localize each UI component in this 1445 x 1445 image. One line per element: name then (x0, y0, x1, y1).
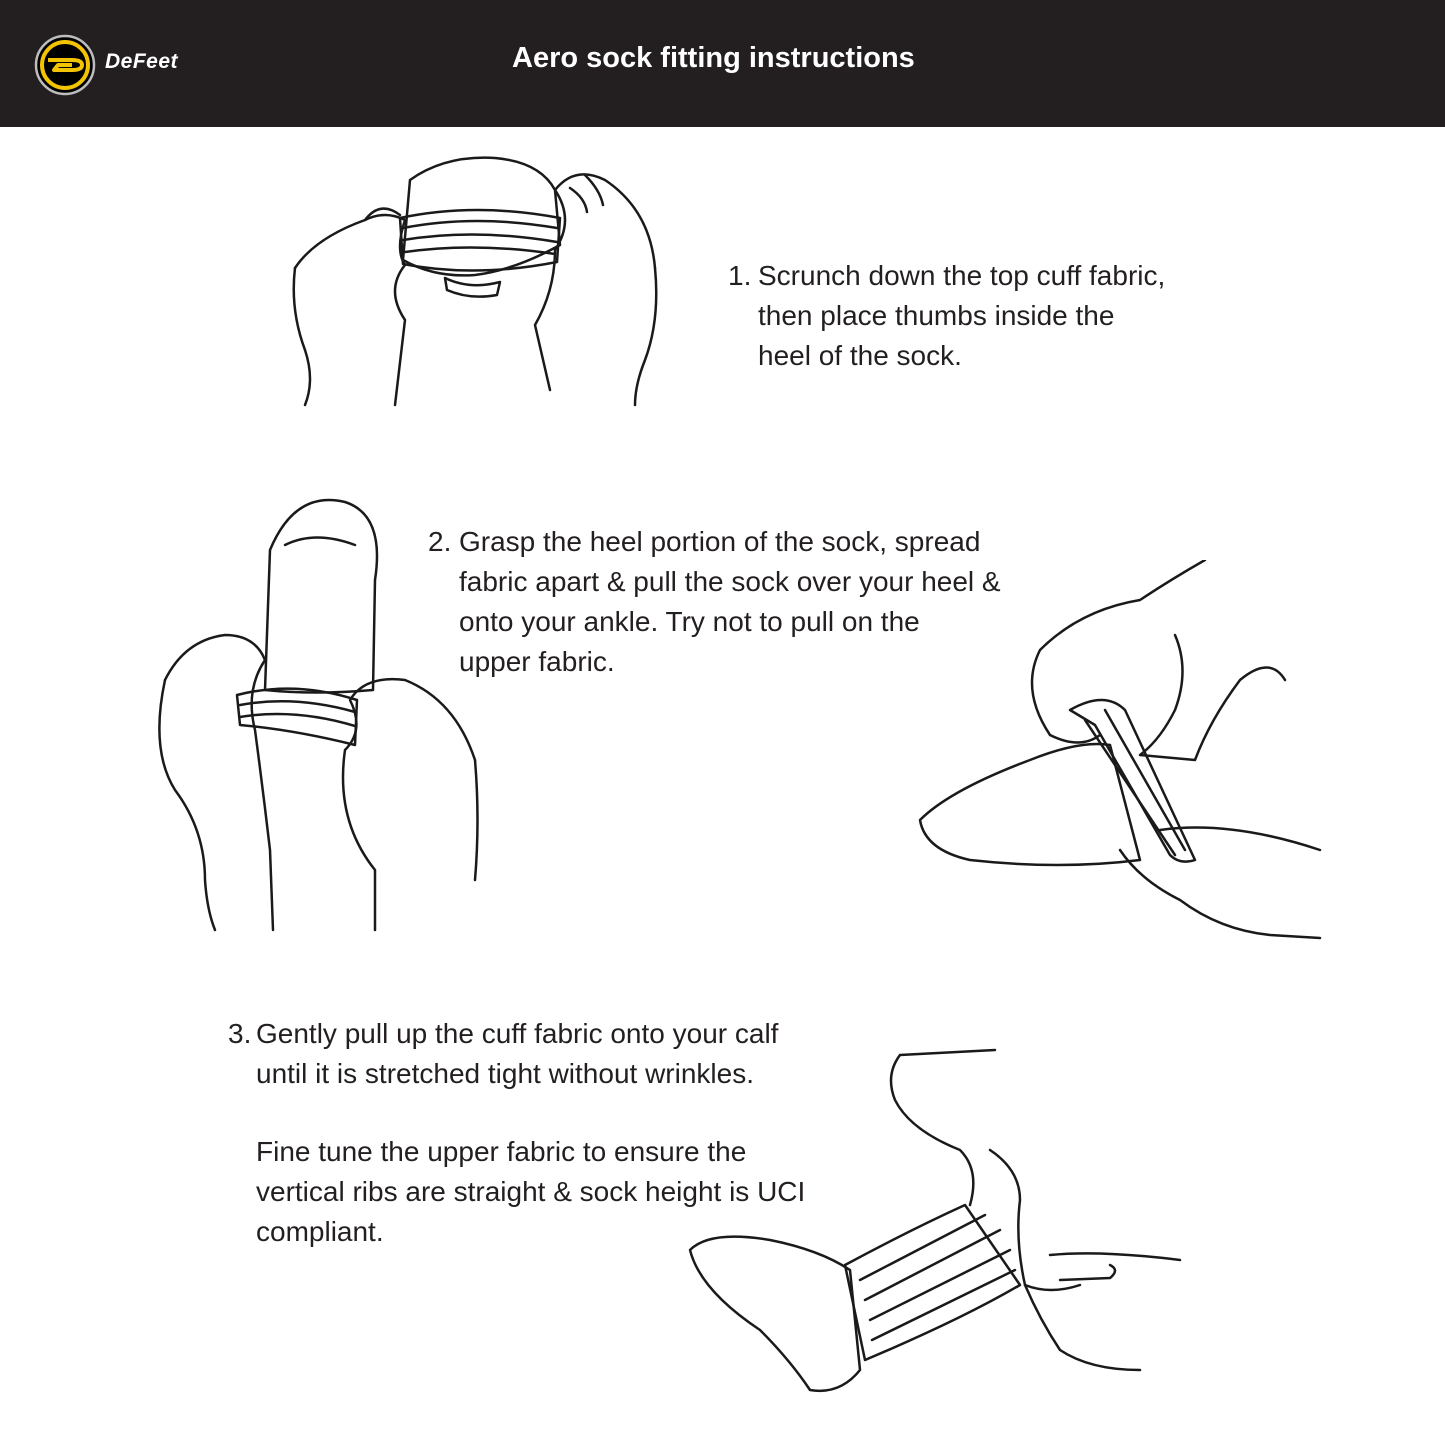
page-title: Aero sock fitting instructions (512, 42, 915, 74)
header-bar (0, 0, 1445, 127)
step-line: Gently pull up the cuff fabric onto your calf (256, 1018, 779, 1049)
step-1-text (728, 256, 1165, 376)
step-number: 2. (428, 526, 452, 557)
step-line: Scrunch down the top cuff fabric, (758, 260, 1166, 291)
step-line: heel of the sock. (758, 340, 962, 371)
step-number: 3. (228, 1018, 252, 1049)
step-2-foot-illustration (910, 560, 1330, 945)
step-note-line: compliant. (256, 1216, 384, 1247)
step-note-line: Fine tune the upper fabric to ensure the (256, 1136, 747, 1167)
step-line: Grasp the heel portion of the sock, spread (459, 526, 981, 557)
step-3-illustration (680, 1040, 1190, 1400)
step-number: 1. (728, 260, 752, 291)
step-line: upper fabric. (459, 646, 615, 677)
step-1-illustration (285, 150, 665, 415)
step-note-line: vertical ribs are straight & sock height is UCI (256, 1176, 806, 1207)
step-line: until it is stretched tight without wrinkles. (256, 1058, 754, 1089)
brand-name: DeFeet (105, 50, 179, 73)
defeet-logo-icon (34, 34, 96, 96)
step-line: fabric apart & pull the sock over your heel & (459, 566, 1001, 597)
step-line: onto your ankle. Try not to pull on the (459, 606, 920, 637)
step-line: then place thumbs inside the (758, 300, 1115, 331)
